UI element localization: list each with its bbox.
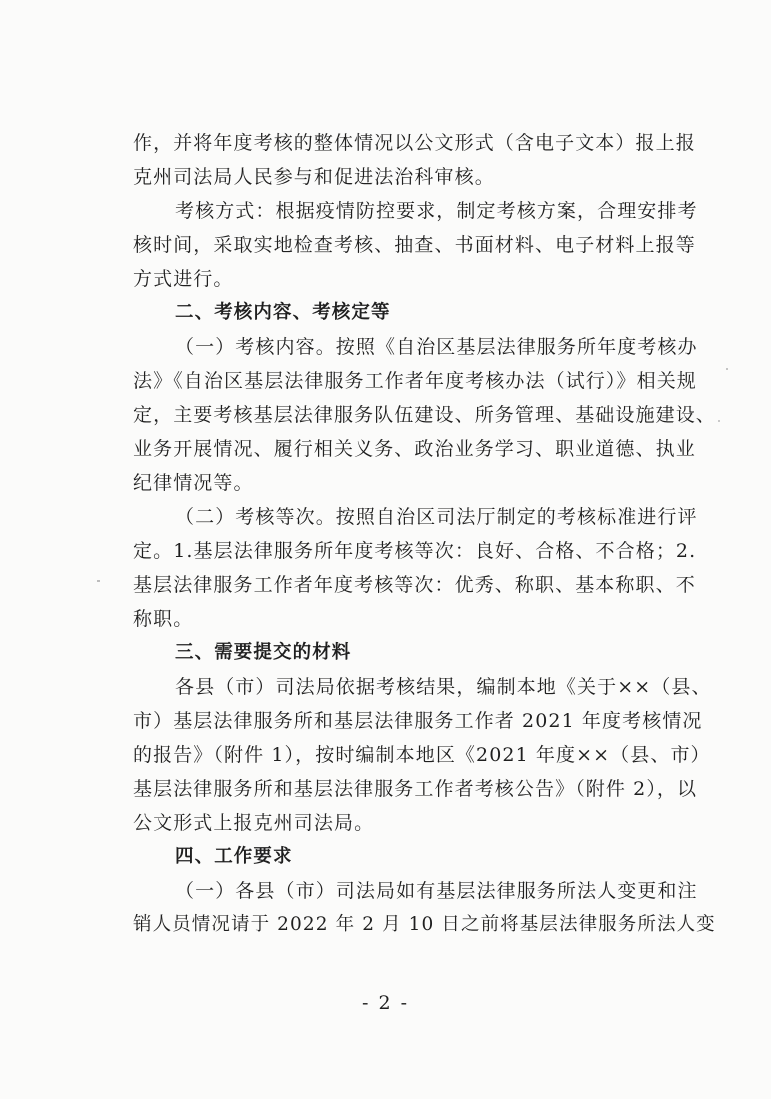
body-line: 克州司法局人民参与和促进法治科审核。 xyxy=(133,166,495,188)
body-line: （一）各县（市）司法局如有基层法律服务所法人变更和注 xyxy=(175,880,698,902)
body-line: 的报告》（附件 1），按时编制本地区《2021 年度××（县、市） xyxy=(133,744,711,766)
body-line: 核时间，采取实地检查考核、抽查、书面材料、电子材料上报等 xyxy=(133,234,696,256)
section-heading: 四、工作要求 xyxy=(175,846,293,867)
body-line: 定，主要考核基层法律服务队伍建设、所务管理、基础设施建设、 xyxy=(133,404,716,426)
section-heading: 三、需要提交的材料 xyxy=(175,642,352,663)
body-line: 业务开展情况、履行相关义务、政治业务学习、职业道德、执业 xyxy=(133,438,696,460)
body-line: 考核方式：根据疫情防控要求，制定考核方案，合理安排考 xyxy=(175,200,698,222)
body-line: 纪律情况等。 xyxy=(133,472,254,494)
body-line: 方式进行。 xyxy=(133,268,234,290)
page-number: - 2 - xyxy=(361,992,409,1014)
body-line: 基层法律服务所和基层法律服务工作者考核公告》（附件 2），以 xyxy=(133,778,698,800)
body-line: （二）考核等次。按照自治区司法厅制定的考核标准进行评 xyxy=(175,506,698,528)
body-line: 作，并将年度考核的整体情况以公文形式（含电子文本）报上报 xyxy=(133,132,696,154)
body-line: 销人员情况请于 2022 年 2 月 10 日之前将基层法律服务所法人变 xyxy=(133,914,716,935)
body-line: 法》《自治区基层法律服务工作者年度考核办法（试行）》相关规 xyxy=(133,370,697,392)
body-line: 定。1.基层法律服务所年度考核等次：良好、合格、不合格；2. xyxy=(133,540,697,562)
document-body xyxy=(133,126,721,942)
body-line: （一）考核内容。按照《自治区基层法律服务所年度考核办 xyxy=(175,336,698,358)
body-line: 市）基层法律服务所和基层法律服务工作者 2021 年度考核情况 xyxy=(133,710,703,732)
body-line: 基层法律服务工作者年度考核等次：优秀、称职、基本称职、不 xyxy=(133,574,696,596)
body-line: 公文形式上报克州司法局。 xyxy=(133,812,375,834)
body-line: 各县（市）司法局依据考核结果，编制本地《关于××（县、 xyxy=(175,676,712,698)
body-line: 称职。 xyxy=(133,608,194,630)
section-heading: 二、考核内容、考核定等 xyxy=(175,302,391,323)
